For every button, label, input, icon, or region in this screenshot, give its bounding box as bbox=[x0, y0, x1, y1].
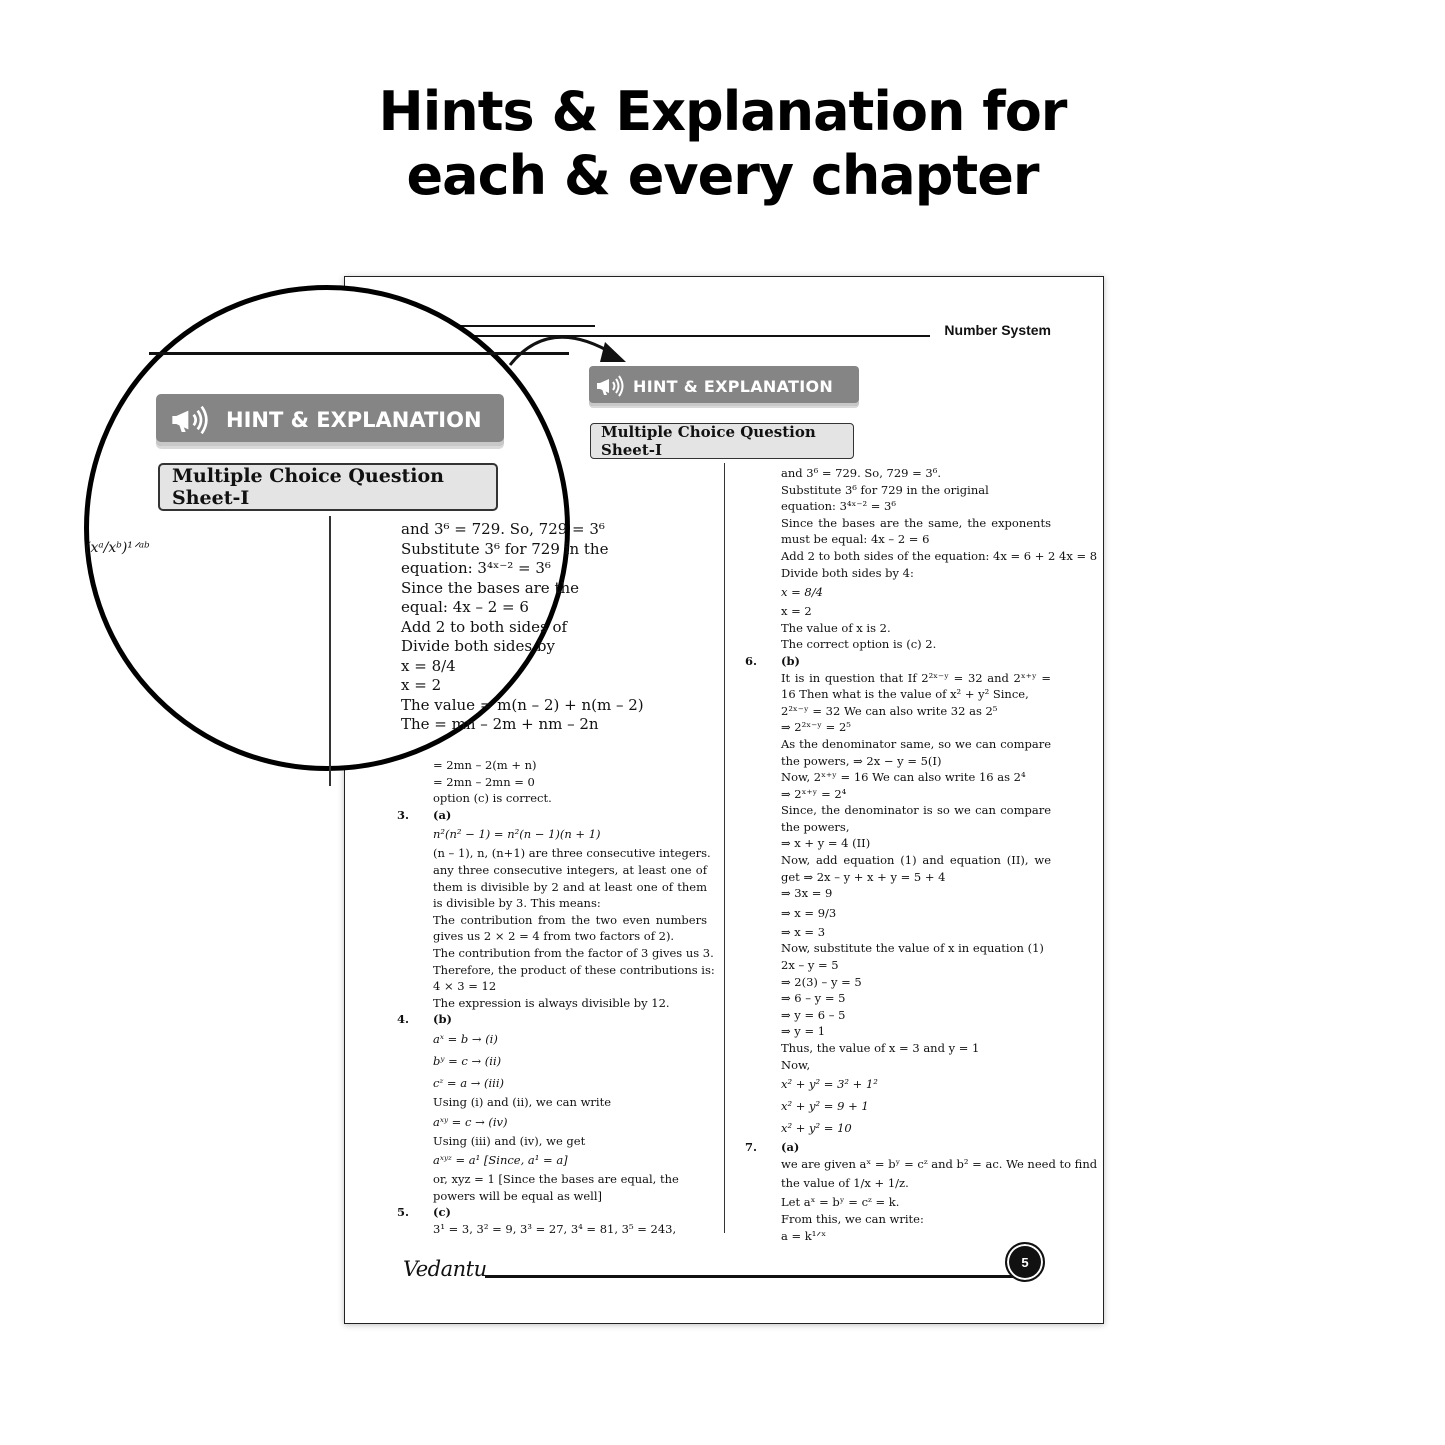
line-text: ⇒ y = 1 bbox=[781, 1024, 826, 1039]
line-text: ⇒ 6 – y = 5 bbox=[781, 991, 846, 1006]
text-line bbox=[745, 1040, 1051, 1057]
text-line bbox=[745, 1228, 1051, 1245]
text-line bbox=[745, 581, 1051, 603]
text-line bbox=[397, 823, 707, 845]
line-text: aˣʸ = c → (iv) bbox=[433, 1114, 508, 1129]
text-line bbox=[745, 990, 1051, 1007]
text-line bbox=[745, 736, 1051, 769]
answer-option: (a) bbox=[781, 1140, 800, 1155]
line-text: Using (i) and (ii), we can write bbox=[433, 1094, 612, 1109]
text-line bbox=[397, 1050, 707, 1072]
text-line bbox=[745, 1057, 1051, 1074]
chapter-title: Number System bbox=[944, 322, 1051, 338]
text-line bbox=[397, 1149, 707, 1171]
text-line bbox=[397, 807, 707, 824]
left-column bbox=[397, 757, 715, 1237]
line-text: 2x – y = 5 bbox=[781, 958, 839, 973]
line-text: Now, substitute the value of x in equation (1) bbox=[781, 941, 1044, 956]
text-line bbox=[745, 902, 1051, 924]
line-text: 2²ˣ⁻ʸ = 32 We can also write 32 as 2⁵ bbox=[781, 703, 998, 718]
line-text: = 2mn – 2(m + n) bbox=[433, 758, 537, 772]
text-line bbox=[397, 945, 714, 962]
magnified-text-line: x = 8/4 bbox=[401, 656, 456, 675]
text-line bbox=[397, 962, 715, 979]
question-number: 3. bbox=[397, 807, 410, 822]
magnified-text-line: x = 2 bbox=[401, 676, 442, 694]
column-divider bbox=[724, 463, 725, 1233]
page-number-badge: 5 bbox=[1005, 1242, 1045, 1282]
text-line bbox=[397, 912, 707, 945]
text-line bbox=[397, 1171, 707, 1188]
text-line bbox=[745, 703, 1051, 720]
text-line bbox=[397, 1133, 707, 1150]
text-line bbox=[397, 995, 707, 1012]
line-text: Divide both sides by 4: bbox=[781, 565, 914, 580]
text-line bbox=[745, 769, 1051, 786]
text-line bbox=[745, 1172, 1051, 1194]
line-text: ⇒ x + y = 4 (II) bbox=[781, 836, 871, 851]
question-number: 4. bbox=[397, 1012, 410, 1027]
line-text: It is in question that If 2²ˣ⁻ʸ = 32 and 2ˣ⁺ʸ = 16 Then what is the value of x² + y² Since, bbox=[781, 670, 1051, 702]
question-number: 6. bbox=[745, 653, 758, 668]
text-line bbox=[397, 845, 711, 862]
line-text: cᶻ = a → (iii) bbox=[433, 1075, 505, 1090]
magnified-text-line: Since the bases are the bbox=[401, 578, 580, 597]
magnified-hint-label: HINT & EXPLANATION bbox=[226, 408, 482, 432]
text-line bbox=[745, 802, 1051, 835]
text-line bbox=[397, 1221, 707, 1238]
line-text: 4 × 3 = 12 bbox=[433, 979, 497, 994]
footer-rule bbox=[485, 1275, 1025, 1278]
line-text: Therefore, the product of these contributions is: bbox=[433, 962, 715, 977]
line-text: aˣ = b → (i) bbox=[433, 1031, 498, 1046]
text-line bbox=[745, 498, 1051, 515]
vedantu-logo: Vedantu bbox=[403, 1257, 487, 1281]
text-line bbox=[745, 653, 1051, 670]
line-text: equation: 3⁴ˣ⁻² = 3⁶ bbox=[781, 499, 896, 514]
line-text: ⇒ 2ˣ⁺ʸ = 2⁴ bbox=[781, 786, 847, 801]
line-text: we are given aˣ = bʸ = cᶻ and b² = ac. We need to find bbox=[781, 1156, 1098, 1171]
line-text: The contribution from the factor of 3 gives us 3. bbox=[433, 945, 714, 960]
text-line bbox=[745, 940, 1051, 957]
text-line bbox=[745, 603, 1051, 620]
text-line bbox=[745, 957, 1051, 974]
headline-line-2: each & every chapter bbox=[406, 144, 1039, 207]
line-text: The expression is always divisible by 12. bbox=[433, 995, 670, 1010]
magnified-header-rule bbox=[149, 352, 569, 355]
text-line bbox=[745, 670, 1051, 703]
text-line bbox=[397, 1028, 707, 1050]
line-text: x² + y² = 9 + 1 bbox=[781, 1099, 869, 1114]
answer-option: (c) bbox=[433, 1205, 451, 1220]
line-text: Now, bbox=[781, 1057, 811, 1072]
magnified-text-line: equation: 3⁴ˣ⁻² = 3⁶ bbox=[401, 559, 551, 577]
text-line bbox=[397, 1188, 707, 1205]
magnified-text-column bbox=[401, 520, 644, 735]
text-line bbox=[745, 1095, 1051, 1117]
line-text: x = 2 bbox=[781, 604, 812, 619]
line-text: Now, add equation (1) and equation (II), we get ⇒ 2x – y + x + y = 5 + 4 bbox=[781, 853, 1051, 884]
magnified-text-line: and 3⁶ = 729. So, 729 = 3⁶ bbox=[401, 520, 605, 538]
magnified-text-line: Add 2 to both sides of bbox=[401, 617, 568, 636]
line-text: Thus, the value of x = 3 and y = 1 bbox=[781, 1041, 980, 1055]
answer-option: (b) bbox=[781, 653, 800, 668]
text-line bbox=[397, 1072, 707, 1094]
text-line bbox=[745, 835, 1051, 852]
text-line bbox=[745, 1139, 1051, 1156]
text-line bbox=[745, 719, 1051, 736]
text-line bbox=[745, 636, 1051, 653]
line-text: ⇒ 3x = 9 bbox=[781, 886, 833, 901]
line-text: ⇒ x = 3 bbox=[781, 924, 826, 939]
line-text: Since the bases are the same, the exponents must be equal: 4x – 2 = 6 bbox=[781, 515, 1051, 547]
line-text: Now, 2ˣ⁺ʸ = 16 We can also write 16 as 2⁴ bbox=[781, 770, 1026, 785]
line-text: option (c) is correct. bbox=[433, 791, 552, 806]
magnified-column-divider bbox=[329, 516, 331, 786]
hint-banner-label: HINT & EXPLANATION bbox=[633, 376, 834, 396]
line-text: or, xyz = 1 [Since the bases are equal, the bbox=[433, 1172, 679, 1187]
text-line bbox=[397, 1111, 707, 1133]
magnified-text-line: Divide both sides by bbox=[401, 637, 555, 655]
text-line bbox=[745, 515, 1051, 548]
text-line bbox=[745, 852, 1051, 885]
magnified-text-line: Substitute 3⁶ for 729 in the bbox=[401, 539, 609, 558]
text-line bbox=[397, 978, 707, 995]
line-text: ⇒ 2(3) – y = 5 bbox=[781, 974, 862, 989]
text-line bbox=[745, 482, 1051, 499]
text-line bbox=[745, 565, 1051, 582]
text-line bbox=[745, 1156, 1098, 1173]
line-text: The correct option is (c) 2. bbox=[781, 637, 937, 652]
magnified-text-line: The = mn – 2m + nm – 2n bbox=[401, 715, 599, 733]
magnified-left-math: (xᵃ/xᵇ)¹ᐟᵃᵇ bbox=[85, 540, 150, 556]
line-text: the value of 1/x + 1/z. bbox=[781, 1176, 909, 1191]
line-text: Since, the denominator is so we can compare the powers, bbox=[781, 803, 1051, 834]
headline bbox=[0, 80, 1445, 208]
text-line bbox=[745, 1117, 1051, 1139]
line-text: x = 8/4 bbox=[781, 585, 823, 600]
magnified-hint-banner bbox=[156, 394, 504, 446]
line-text: The contribution from the two even numbers gives us 2 × 2 = 4 from two factors of 2). bbox=[433, 912, 707, 944]
text-line bbox=[745, 885, 1051, 902]
line-text: and 3⁶ = 729. So, 729 = 3⁶. bbox=[781, 466, 942, 480]
line-text: n²(n² − 1) = n²(n − 1)(n + 1) bbox=[433, 827, 601, 842]
text-line bbox=[745, 548, 1098, 565]
sheet-title-box: Multiple Choice Question Sheet-I bbox=[590, 423, 854, 459]
line-text: Add 2 to both sides of the equation: 4x = 6 + 2 4x = 8 bbox=[781, 548, 1098, 563]
line-text: Using (iii) and (iv), we get bbox=[433, 1133, 586, 1148]
line-text: 3¹ = 3, 3² = 9, 3³ = 27, 3⁴ = 81, 3⁵ = 243, bbox=[433, 1221, 677, 1236]
magnified-sheet-title: Multiple Choice Question Sheet-I bbox=[158, 463, 498, 511]
question-number: 5. bbox=[397, 1205, 410, 1220]
text-line bbox=[397, 1204, 707, 1221]
line-text: ⇒ x = 9/3 bbox=[781, 905, 837, 920]
text-line bbox=[745, 974, 1051, 991]
line-text: x² + y² = 3² + 1² bbox=[781, 1077, 878, 1092]
megaphone-icon bbox=[156, 405, 226, 435]
text-line bbox=[745, 1211, 1051, 1228]
text-line bbox=[397, 790, 707, 807]
line-text: aˣʸᶻ = a¹ [Since, a¹ = a] bbox=[433, 1153, 568, 1168]
line-text: x² + y² = 10 bbox=[781, 1121, 852, 1136]
line-text: As the denominator same, so we can compare the powers, ⇒ 2x − y = 5(I) bbox=[781, 736, 1051, 768]
text-line bbox=[745, 1194, 1051, 1211]
text-line bbox=[745, 1073, 1051, 1095]
text-line bbox=[397, 1094, 707, 1111]
line-text: bʸ = c → (ii) bbox=[433, 1053, 502, 1068]
line-text: = 2mn – 2mn = 0 bbox=[433, 774, 535, 789]
line-text: Substitute 3⁶ for 729 in the original bbox=[781, 482, 989, 497]
text-line bbox=[745, 924, 1051, 941]
magnified-text-line: equal: 4x – 2 = 6 bbox=[401, 598, 529, 616]
headline-line-1: Hints & Explanation for bbox=[378, 80, 1067, 143]
text-line bbox=[745, 620, 1051, 637]
line-text: a = k¹ᐟˣ bbox=[781, 1228, 827, 1243]
line-text: ⇒ y = 6 – 5 bbox=[781, 1007, 846, 1022]
line-text: powers will be equal as well] bbox=[433, 1188, 603, 1203]
line-text: Let aˣ = bʸ = cᶻ = k. bbox=[781, 1195, 900, 1210]
line-text: (n – 1), n, (n+1) are three consecutive integers. bbox=[433, 846, 711, 861]
text-line bbox=[745, 786, 1051, 803]
text-line bbox=[397, 774, 707, 791]
magnified-text-line: The value = m(n – 2) + n(m – 2) bbox=[401, 695, 644, 714]
line-text: The value of x is 2. bbox=[781, 620, 891, 635]
answer-option: (a) bbox=[433, 807, 452, 822]
right-column bbox=[745, 465, 1098, 1244]
question-number: 7. bbox=[745, 1140, 758, 1155]
text-line bbox=[397, 1011, 707, 1028]
text-line bbox=[745, 1007, 1051, 1024]
line-text: From this, we can write: bbox=[781, 1211, 924, 1226]
line-text: ⇒ 2²ˣ⁻ʸ = 2⁵ bbox=[781, 720, 851, 735]
magnifier-circle bbox=[84, 285, 644, 771]
text-line bbox=[745, 465, 1051, 482]
text-line bbox=[397, 862, 707, 912]
text-line bbox=[745, 1023, 1051, 1040]
answer-option: (b) bbox=[433, 1012, 452, 1027]
line-text: any three consecutive integers, at least one of them is divisible by 2 and at least one of them is divisible by 3. This means: bbox=[433, 862, 707, 911]
